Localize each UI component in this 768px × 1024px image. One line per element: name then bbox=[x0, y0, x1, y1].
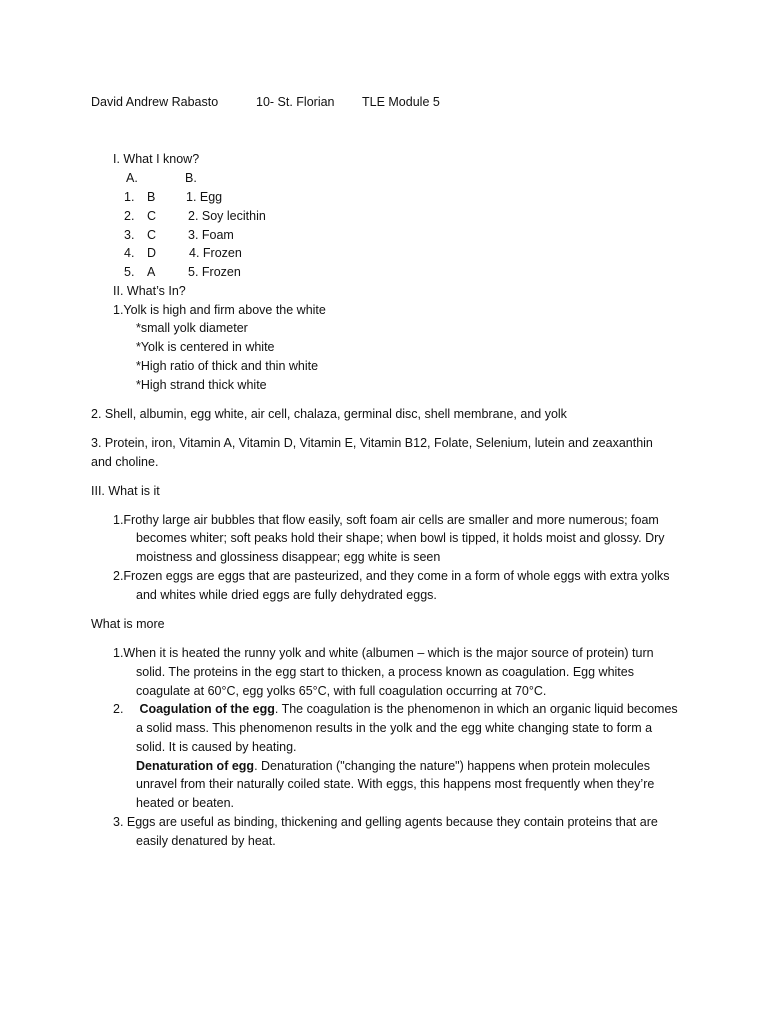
bullet-item: *Yolk is centered in white bbox=[136, 340, 275, 354]
part4-item1: 1.When it is heated the runny yolk and white (albumen – which is the major source of protein) turn bbox=[113, 646, 654, 660]
part3-item1-cont: becomes whiter; soft peaks hold their shape; when bowl is tipped, it holds moist and glossy. Dry bbox=[136, 531, 665, 545]
denaturation-cont: unravel from their naturally coiled state. With eggs, this happens most frequently when they’re bbox=[136, 777, 655, 791]
part4-item1-cont: solid. The proteins in the egg start to thicken, a process known as coagulation. Egg whites bbox=[136, 665, 634, 679]
answer-a: C bbox=[147, 228, 157, 242]
part4-heading: What is more bbox=[91, 617, 165, 631]
item2-number: 2. bbox=[113, 702, 124, 716]
part4-item1-cont: coagulate at 60°C, egg yolks 65°C, with full coagulation occurring at 70°C. bbox=[136, 684, 547, 698]
answer-b: 3. Foam bbox=[188, 228, 234, 242]
answer-a: D bbox=[147, 246, 157, 260]
part3-item2: 2.Frozen eggs are eggs that are pasteurized, and they come in a form of whole eggs with extra yolks bbox=[113, 569, 670, 583]
part2-item2: 2. Shell, albumin, egg white, air cell, chalaza, germinal disc, shell membrane, and yolk bbox=[91, 407, 567, 421]
answer-b: 4. Frozen bbox=[189, 246, 242, 260]
denaturation-term: Denaturation of egg bbox=[136, 759, 255, 773]
student-name: David Andrew Rabasto bbox=[91, 95, 219, 109]
answer-b: 2. Soy lecithin bbox=[188, 209, 266, 223]
bullet-item: *High strand thick white bbox=[136, 378, 267, 392]
answer-b: 1. Egg bbox=[186, 190, 223, 204]
part2-item3: 3. Protein, iron, Vitamin A, Vitamin D, Vitamin E, Vitamin B12, Folate, Selenium, lutein and zeaxanthin bbox=[91, 436, 653, 450]
answer-number: 3. bbox=[124, 228, 135, 242]
col-b-header: B. bbox=[185, 171, 197, 185]
part2-item3-cont: and choline. bbox=[91, 455, 159, 469]
part3-item2-cont: and whites while dried eggs are fully dehydrated eggs. bbox=[136, 588, 437, 602]
answer-a: C bbox=[147, 209, 157, 223]
part2-heading: II. What’s In? bbox=[113, 284, 186, 298]
part3-heading: III. What is it bbox=[91, 484, 160, 498]
denaturation-line bbox=[136, 757, 650, 775]
part4-item2-cont: a solid mass. This phenomenon results in the yolk and the egg white changing state to form a bbox=[136, 721, 653, 735]
bullet-item: *small yolk diameter bbox=[136, 321, 248, 335]
denaturation-cont: heated or beaten. bbox=[136, 796, 234, 810]
part4-item3: 3. Eggs are useful as binding, thickening and gelling agents because they contain proteins that are bbox=[113, 815, 658, 829]
part1-heading: I. What I know? bbox=[113, 152, 200, 166]
bullet-item: *High ratio of thick and thin white bbox=[136, 359, 319, 373]
denaturation-definition: . Denaturation ("changing the nature") happens when protein molecules bbox=[254, 759, 650, 773]
student-section: 10- St. Florian bbox=[256, 95, 335, 109]
part4-item2-cont: solid. It is caused by heating. bbox=[136, 740, 297, 754]
coagulation-term: Coagulation of the egg bbox=[139, 702, 275, 716]
answer-number: 1. bbox=[124, 190, 135, 204]
part3-item1-cont: moistness and glossiness disappear; egg white is seen bbox=[136, 550, 441, 564]
answer-number: 2. bbox=[124, 209, 135, 223]
part2-item1: 1.Yolk is high and firm above the white bbox=[113, 303, 326, 317]
part3-item1: 1.Frothy large air bubbles that flow easily, soft foam air cells are smaller and more numerous; foam bbox=[113, 513, 659, 527]
coagulation-definition: . The coagulation is the phenomenon in which an organic liquid becomes bbox=[274, 702, 678, 716]
part4-item3-cont: easily denatured by heat. bbox=[136, 834, 276, 848]
answer-a: B bbox=[147, 190, 156, 204]
part4-item2 bbox=[113, 700, 678, 718]
answer-b: 5. Frozen bbox=[188, 265, 241, 279]
module-title: TLE Module 5 bbox=[362, 95, 440, 109]
answer-a: A bbox=[147, 265, 156, 279]
col-a-header: A. bbox=[126, 171, 138, 185]
answer-number: 4. bbox=[124, 246, 135, 260]
answer-number: 5. bbox=[124, 265, 135, 279]
